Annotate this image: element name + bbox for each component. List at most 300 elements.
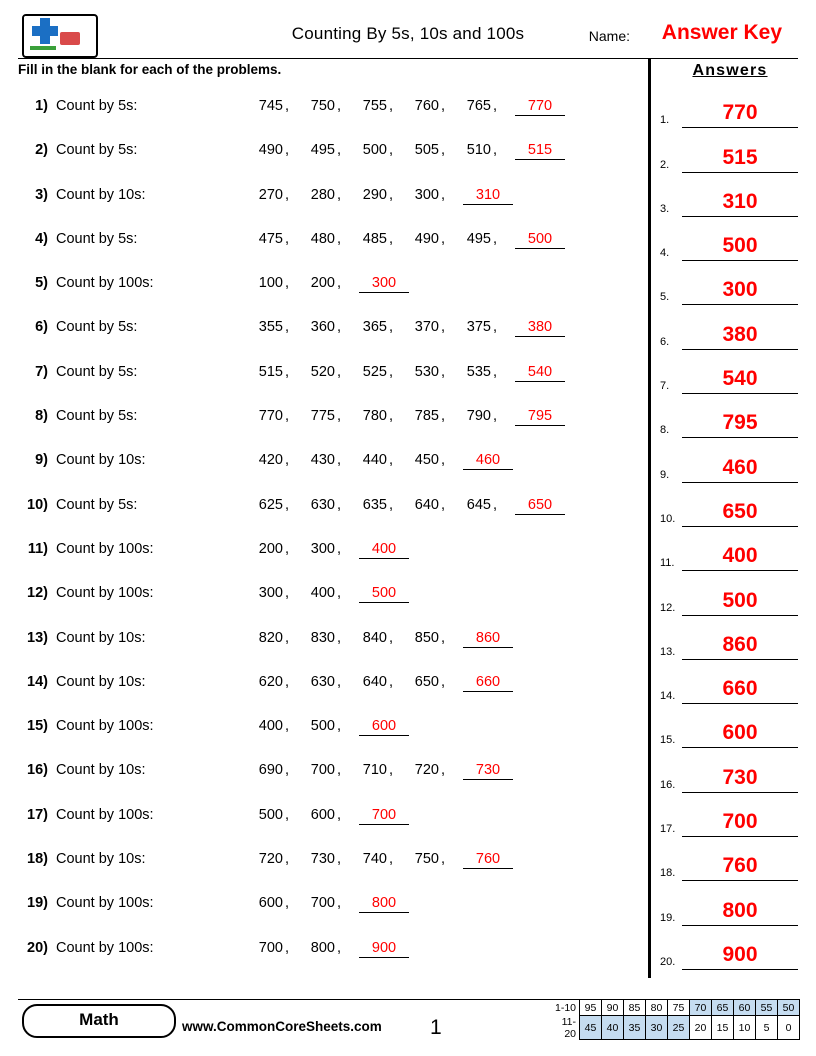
problem-number: 17) [27,806,48,823]
sequence-separator: , [441,98,446,114]
answer-blank[interactable]: 300 [359,275,409,293]
sequence-term-value: 775 [310,408,335,425]
sequence-separator: , [285,186,290,203]
score-cell: 65 [712,1000,734,1016]
problem-prompt: Count by 5s: [56,319,138,336]
sequence-term [357,319,409,335]
sequence-separator: , [493,408,498,425]
sequence-term [253,98,305,114]
sequence-term [409,497,461,513]
sequence-term [357,762,409,778]
sequence-separator: , [441,319,446,336]
problem-prompt: Count by 100s: [56,718,154,735]
problem-prompt: Count by 10s: [56,762,146,779]
problem-prompt: Count by 5s: [56,363,138,380]
sequence-term [253,630,305,646]
header-divider [18,58,798,59]
answer-row [660,750,800,794]
problem-row [18,354,644,398]
answer-number: 10. [660,512,676,525]
score-cell: 50 [778,1000,800,1016]
answer-value[interactable]: 770 [722,101,758,125]
answer-value[interactable]: 650 [722,499,758,523]
problem-prompt: Count by 100s: [56,806,154,823]
answer-underline [682,615,798,616]
sequence-separator: , [337,275,342,292]
problem-number: 19) [27,895,48,912]
instructions-text: Fill in the blank for each of the problems. [18,62,282,77]
answer-blank[interactable]: 700 [359,807,409,825]
answer-number: 6. [660,335,670,348]
sequence-separator: , [389,762,394,779]
sequence-separator: , [285,806,290,823]
sequence-term-value: 535 [466,363,491,380]
sequence-term [253,408,305,424]
problem-sequence [253,142,565,160]
problem-row [18,177,644,221]
sequence-separator: , [337,939,342,956]
answer-blank[interactable]: 860 [463,630,513,648]
sequence-separator: , [285,408,290,425]
answer-value[interactable]: 500 [722,588,758,612]
sequence-separator: , [389,363,394,380]
sequence-term [357,452,409,468]
sequence-separator: , [337,718,342,735]
problem-number: 8) [35,408,48,425]
answer-value[interactable]: 660 [722,677,758,701]
sequence-term [305,497,357,513]
sequence-term [461,364,513,380]
answer-blank[interactable]: 310 [463,187,513,205]
sequence-term-value: 820 [258,629,283,646]
sequence-separator: , [337,452,342,469]
sequence-separator: , [441,762,446,779]
score-cell: 95 [580,1000,602,1016]
answer-blank[interactable]: 660 [463,674,513,692]
sequence-term-value: 645 [466,496,491,513]
score-cell: 35 [624,1016,646,1040]
problem-row [18,752,644,796]
sequence-term [357,408,409,424]
column-divider [648,58,651,978]
answer-underline [682,703,798,704]
sequence-term-value: 600 [310,806,335,823]
sequence-term-value: 480 [310,230,335,247]
website-url: www.CommonCoreSheets.com [182,1019,382,1034]
problem-number: 2) [35,142,48,159]
problem-row [18,620,644,664]
sequence-term [461,319,513,335]
sequence-term [253,940,305,956]
answer-blank[interactable]: 460 [463,452,513,470]
problem-row [18,531,644,575]
answer-value[interactable]: 795 [722,411,758,435]
sequence-term [461,98,513,114]
sequence-term [357,497,409,513]
answer-blank[interactable]: 730 [463,762,513,780]
answer-underline [682,880,798,881]
answer-number: 8. [660,424,670,437]
sequence-term-value: 760 [414,98,439,114]
answer-blank[interactable]: 600 [359,718,409,736]
sequence-term [357,630,409,646]
problem-sequence [253,940,409,958]
sequence-term-value: 750 [310,98,335,114]
problem-number: 14) [27,673,48,690]
answer-value[interactable]: 600 [722,721,758,745]
sequence-separator: , [337,496,342,513]
sequence-separator: , [337,585,342,602]
score-cell: 85 [624,1000,646,1016]
answer-blank[interactable]: 400 [359,541,409,559]
sequence-term [305,275,357,291]
sequence-term-value: 780 [362,408,387,425]
answer-underline [682,349,798,350]
sequence-separator: , [441,673,446,690]
score-cell: 40 [602,1016,624,1040]
answer-row [660,440,800,484]
score-cell: 15 [712,1016,734,1040]
sequence-term-value: 505 [414,142,439,159]
sequence-term-value: 740 [362,851,387,868]
sequence-term [409,231,461,247]
answer-value[interactable]: 400 [722,544,758,568]
sequence-term-value: 280 [310,186,335,203]
answer-blank[interactable]: 800 [359,895,409,913]
problem-row [18,797,644,841]
sequence-separator: , [337,895,342,912]
problem-sequence [253,408,565,426]
answer-row [660,396,800,440]
sequence-term-value: 490 [258,142,283,159]
sequence-term-value: 730 [310,851,335,868]
answer-number: 2. [660,158,670,171]
sequence-term [409,851,461,867]
sequence-term-value: 600 [258,895,283,912]
sequence-term [305,718,357,734]
sequence-term [357,187,409,203]
sequence-separator: , [493,142,498,159]
sequence-separator: , [441,629,446,646]
sequence-term [305,762,357,778]
answer-row [660,883,800,927]
answer-value[interactable]: 540 [722,367,758,391]
sequence-term-value: 690 [258,762,283,779]
sequence-separator: , [389,408,394,425]
sequence-separator: , [389,98,394,114]
sequence-separator: , [493,496,498,513]
sequence-term [253,851,305,867]
problem-row [18,708,644,752]
answer-underline [682,172,798,173]
problem-sequence [253,187,513,205]
sequence-term [305,630,357,646]
answer-number: 16. [660,778,676,791]
score-cell: 25 [668,1016,690,1040]
answer-row [660,928,800,972]
sequence-separator: , [389,673,394,690]
problem-sequence [253,630,513,648]
problem-sequence [253,319,565,337]
problem-number: 18) [27,851,48,868]
problem-number: 13) [27,629,48,646]
sequence-term-value: 520 [310,363,335,380]
sequence-term [305,98,357,114]
sequence-term [253,187,305,203]
answer-number: 19. [660,911,676,924]
problem-prompt: Count by 10s: [56,629,146,646]
sequence-term [253,497,305,513]
answer-value[interactable]: 515 [722,145,758,169]
score-cell: 60 [734,1000,756,1016]
sequence-separator: , [285,98,290,114]
sequence-term-value: 720 [258,851,283,868]
sequence-term [409,187,461,203]
sequence-separator: , [337,408,342,425]
answer-value[interactable]: 860 [722,632,758,656]
problem-number: 11) [27,540,48,557]
sequence-separator: , [441,452,446,469]
score-cell: 70 [690,1000,712,1016]
answer-number: 13. [660,645,676,658]
score-table-body [550,1000,800,1040]
answer-row [660,263,800,307]
sequence-term [253,319,305,335]
problem-number: 20) [27,939,48,956]
answer-row [660,706,800,750]
sequence-term [357,674,409,690]
problem-sequence [253,585,409,603]
sequence-separator: , [441,496,446,513]
answer-blank[interactable]: 540 [515,364,565,382]
answer-row [660,307,800,351]
problem-sequence [253,452,513,470]
sequence-separator: , [337,142,342,159]
problem-number: 15) [27,718,48,735]
problem-row [18,265,644,309]
answer-number: 20. [660,955,676,968]
sequence-separator: , [389,186,394,203]
sequence-term [253,142,305,158]
answer-value[interactable]: 800 [722,898,758,922]
sequence-term-value: 530 [414,363,439,380]
sequence-term [253,718,305,734]
problem-prompt: Count by 5s: [56,408,138,425]
sequence-term [305,851,357,867]
sequence-term-value: 300 [414,186,439,203]
sequence-term [357,851,409,867]
sequence-term-value: 700 [258,939,283,956]
problem-number: 7) [35,363,48,380]
sequence-term-value: 400 [258,718,283,735]
sequence-separator: , [337,762,342,779]
sequence-term-value: 300 [258,585,283,602]
sequence-separator: , [337,186,342,203]
problem-row [18,930,644,974]
sequence-separator: , [337,806,342,823]
problem-sequence [253,762,513,780]
problem-row [18,221,644,265]
problem-prompt: Count by 5s: [56,496,138,513]
answer-blank[interactable]: 515 [515,142,565,160]
sequence-separator: , [441,230,446,247]
sequence-term-value: 830 [310,629,335,646]
problem-prompt: Count by 5s: [56,230,138,247]
sequence-term [409,452,461,468]
problem-sequence [253,541,409,559]
sequence-term [253,807,305,823]
answers-column [660,62,800,972]
score-cell: 80 [646,1000,668,1016]
answer-blank[interactable]: 650 [515,497,565,515]
sequence-separator: , [285,939,290,956]
sequence-separator: , [285,540,290,557]
sequence-term-value: 640 [414,496,439,513]
sequence-term-value: 765 [466,98,491,114]
page-number: 1 [430,1016,442,1039]
sequence-term-value: 375 [466,319,491,336]
sequence-term [253,231,305,247]
sequence-term-value: 400 [310,585,335,602]
problem-row [18,575,644,619]
answers-list [660,86,800,972]
sequence-term-value: 510 [466,142,491,159]
sequence-term [253,762,305,778]
sequence-separator: , [285,851,290,868]
sequence-term [409,630,461,646]
problem-sequence [253,275,409,293]
problem-sequence [253,895,409,913]
sequence-separator: , [337,363,342,380]
sequence-term [409,319,461,335]
answer-blank[interactable]: 760 [463,851,513,869]
sequence-separator: , [389,230,394,247]
score-cell: 75 [668,1000,690,1016]
sequence-separator: , [389,629,394,646]
sequence-separator: , [441,142,446,159]
answer-blank[interactable]: 770 [515,98,565,116]
score-table [550,999,800,1040]
score-cell: 10 [734,1016,756,1040]
sequence-term [305,895,357,911]
sequence-term [253,452,305,468]
sequence-separator: , [441,186,446,203]
sequence-term-value: 490 [414,230,439,247]
sequence-term-value: 495 [466,230,491,247]
sequence-term [357,364,409,380]
sequence-separator: , [337,319,342,336]
answer-blank[interactable]: 900 [359,940,409,958]
sequence-separator: , [337,540,342,557]
sequence-term [253,364,305,380]
sequence-term-value: 525 [362,363,387,380]
answer-value[interactable]: 310 [722,189,758,213]
answer-blank[interactable]: 500 [359,585,409,603]
score-cell: 30 [646,1016,668,1040]
problem-prompt: Count by 10s: [56,673,146,690]
answer-blank[interactable]: 500 [515,231,565,249]
sequence-term-value: 635 [362,496,387,513]
sequence-term-value: 790 [466,408,491,425]
problem-row [18,885,644,929]
answer-value[interactable]: 380 [722,322,758,346]
answer-value[interactable]: 300 [722,278,758,302]
problem-number: 6) [35,319,48,336]
answer-row [660,795,800,839]
problem-prompt: Count by 100s: [56,585,154,602]
answer-value[interactable]: 460 [722,455,758,479]
sequence-separator: , [493,230,498,247]
problem-sequence [253,497,565,515]
answer-number: 15. [660,734,676,747]
score-cell: 90 [602,1000,624,1016]
sequence-term-value: 440 [362,452,387,469]
sequence-term-value: 365 [362,319,387,336]
sequence-term [357,98,409,114]
sequence-term-value: 450 [414,452,439,469]
sequence-separator: , [285,275,290,292]
answer-row [660,618,800,662]
sequence-separator: , [285,142,290,159]
score-row [550,1000,800,1016]
problem-number: 12) [27,585,48,602]
problem-number: 10) [27,496,48,513]
sequence-term [461,497,513,513]
answer-value[interactable]: 700 [722,810,758,834]
answer-row [660,175,800,219]
sequence-separator: , [337,673,342,690]
answer-underline [682,482,798,483]
sequence-term [305,541,357,557]
sequence-term [461,142,513,158]
sequence-separator: , [285,585,290,602]
answer-value[interactable]: 730 [722,765,758,789]
sequence-term [409,408,461,424]
worksheet-header [18,14,798,54]
sequence-term [305,319,357,335]
sequence-term-value: 515 [258,363,283,380]
answer-value[interactable]: 900 [722,942,758,966]
answer-value[interactable]: 500 [722,234,758,258]
answer-blank[interactable]: 380 [515,319,565,337]
answer-blank[interactable]: 795 [515,408,565,426]
sequence-term-value: 430 [310,452,335,469]
sequence-separator: , [441,363,446,380]
subject-badge: Math [22,1004,176,1038]
sequence-separator: , [493,319,498,336]
problem-prompt: Count by 100s: [56,895,154,912]
sequence-separator: , [285,629,290,646]
answer-number: 1. [660,114,670,127]
sequence-term [357,231,409,247]
sequence-term-value: 710 [362,762,387,779]
answer-row [660,662,800,706]
sequence-term [253,541,305,557]
sequence-term-value: 495 [310,142,335,159]
sequence-term [305,585,357,601]
problem-sequence [253,807,409,825]
score-cell: 45 [580,1016,602,1040]
answer-value[interactable]: 760 [722,854,758,878]
sequence-separator: , [389,496,394,513]
answer-row [660,86,800,130]
problem-row [18,309,644,353]
sequence-separator: , [441,851,446,868]
sequence-term-value: 800 [310,939,335,956]
sequence-term-value: 745 [258,98,283,114]
sequence-separator: , [337,851,342,868]
answer-underline [682,659,798,660]
